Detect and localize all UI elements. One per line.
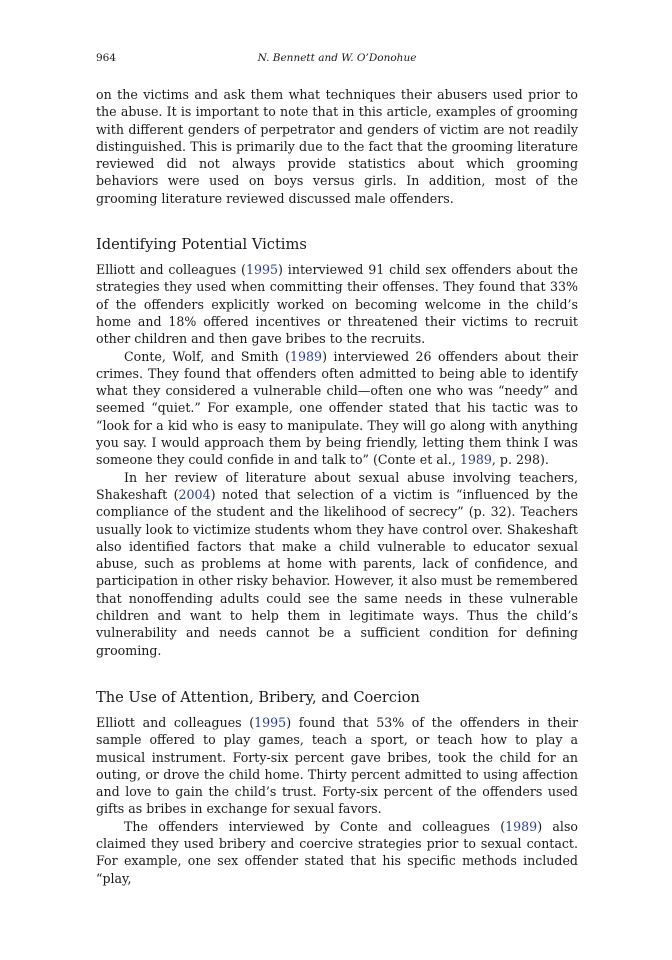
text-run: In her review of literature about sexual abuse involving teachers, Shakeshaft ( (96, 469, 578, 502)
paragraph (96, 261, 578, 347)
citation-link[interactable]: 1989 (459, 452, 492, 468)
citation-link[interactable]: 1995 (245, 262, 279, 278)
citation-link[interactable]: 1989 (505, 818, 538, 834)
text-run: Elliott and colleagues ( (96, 714, 255, 730)
intro-paragraph: on the victims and ask them what techniques their abusers used prior to the abuse. It is important to note that in this article, examples of grooming with different genders of perpetrator and genders of victim are not readily distinguished. This is primarily due to the fact that the grooming literature reviewed did not always provide statistics about which grooming behaviors were used on boys versus girls. In addition, most of the grooming literature reviewed discussed male offenders. (96, 87, 578, 206)
text-run: ) also claimed they used bribery and coercive strategies prior to sexual contact. For example, one sex offender stated that his specific methods included “play, (96, 818, 579, 886)
article-body (96, 86, 578, 887)
citation-link[interactable]: 1995 (254, 714, 287, 730)
text-run: Conte, Wolf, and Smith ( (124, 348, 290, 364)
paragraph (96, 469, 578, 659)
text-run: ) interviewed 26 offenders about their crimes. They found that offenders often admitted to being able to identify what they considered a vulnerable child—often one who was “needy” and seemed “quiet.” For example, one offender stated that his tactic was to “look for a kid who is easy to manipulate. They will go along with anything you say. I would approach them by being friendly, letting them think I was someone they could confide in and talk to” (Conte et al., (96, 348, 578, 468)
text-run: Elliott and colleagues ( (96, 262, 246, 278)
running-head: N. Bennett and W. O’Donohue (257, 52, 417, 64)
citation-link[interactable]: 1989 (290, 348, 323, 364)
text-run: ) interviewed 91 child sex offenders about the strategies they used when committing their offenses. They found that 33% of the offenders explicitly worked on becoming welcome in the child’s home and 18% offered incentives or threatened their victims to recruit other children and then gave bribes to the recruits. (96, 262, 578, 347)
text-run: The offenders interviewed by Conte and colleagues ( (124, 818, 506, 834)
citation-link[interactable]: 2004 (178, 486, 211, 502)
paragraph (96, 348, 578, 469)
page-number: 964 (96, 52, 117, 64)
section-heading-attention-bribery: The Use of Attention, Bribery, and Coercion (96, 688, 420, 706)
text-run: , p. 298). (491, 452, 549, 468)
paragraph (96, 714, 578, 818)
text-run: ) found that 53% of the offenders in their sample offered to play games, teach a sport, or teach how to play a musical instrument. Forty-six percent gave bribes, took the child for an outing, or drove the child home. Thirty percent admitted to using affection and love to gain the child’s trust. Forty-six percent of the offenders used gifts as bribes in exchange for sexual favors. (96, 714, 579, 817)
section-heading-identifying-victims: Identifying Potential Victims (96, 236, 307, 254)
paragraph (96, 818, 578, 887)
page-header (96, 52, 578, 68)
text-run: ) noted that selection of a victim is “influenced by the compliance of the student and the likelihood of secrecy” (p. 32). Teachers usually look to victimize students whom they have control over. Shakeshaft also identified factors that make a child vulnerable to educator sexual abuse, such as problems at home with parents, lack of confidence, and participation in other risky behavior. However, it also must be remembered that nonoffending adults could see the same needs in these vulnerable children and want to help them in legitimate ways. Thus the child’s vulnerability and needs cannot be a sufficient condition for defining grooming. (96, 486, 578, 658)
